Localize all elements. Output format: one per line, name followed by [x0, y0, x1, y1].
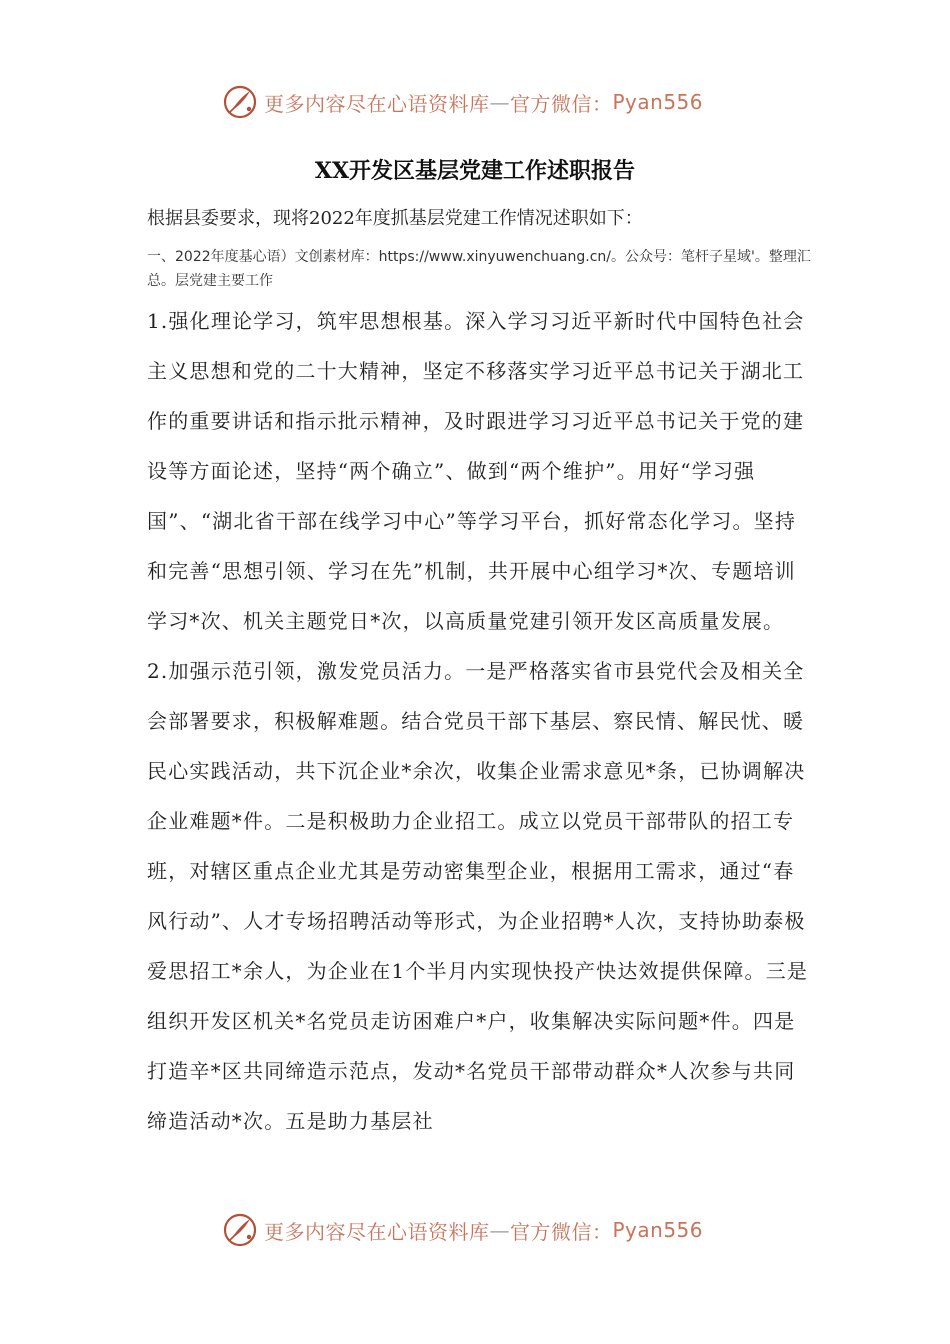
- banner-text: 更多内容尽在心语资料库: [264, 1219, 490, 1244]
- quill-pen-logo-icon: [222, 84, 258, 120]
- banner-dash: —: [489, 90, 510, 114]
- paragraph-2: 2.加强示范引领，激发党员活力。一是严格落实省市县党代会及相关全会部署要求，积极解难题。结合党员干部下基层、察民情、解民忧、暖民心实践活动，共下沉企业*余次，收集企业需求意见*条，已协调解决企业难题*件。二是积极助力企业招工。成立以党员干部带队的招工专班，对辖区重点企业尤其是劳动密集型企业，根据用工需求，通过“春风行动”、人才专场招聘活动等形式，为企业招聘*人次，支持协助泰极爱思招工*余人，为企业在1个半月内实现快投产快达效提供保障。三是组织开发区机关*名党员走访困难户*户，收集解决实际问题*件。四是打造辛*区共同缔造示范点，发动*名党员干部带动群众*人次参与共同缔造活动*次。五是助力基层社: [147, 659, 809, 1133]
- banner-text: 更多内容尽在心语资料库: [264, 91, 490, 116]
- intro-line: 根据县委要求，现将2022年度抓基层党建工作情况述职如下：: [147, 208, 643, 229]
- paragraph-1: 1.强化理论学习，筑牢思想根基。深入学习习近平新时代中国特色社会主义思想和党的二十大精神，坚定不移落实学习近平总书记关于湖北工作的重要讲话和指示批示精神，及时跟进学习习近平总书记关于党的建设等方面论述，坚持“两个确立”、做到“两个维护”。用好“学习强国”、“湖北省干部在线学习中心”等学习平台，抓好常态化学习。坚持和完善“思想引领、学习在先”机制，共开展中心组学习*次、专题培训学习*次、机关主题党日*次，以高质量党建引领开发区高质量发展。: [147, 309, 805, 633]
- banner-suffix: 官方微信：: [510, 1219, 613, 1244]
- footer-banner: [222, 1210, 703, 1250]
- banner-dash: —: [489, 1218, 510, 1242]
- quill-pen-logo-icon: [222, 1212, 258, 1248]
- document-title: XX开发区基层党建工作述职报告: [314, 158, 636, 184]
- header-banner: [222, 82, 703, 122]
- small-source-line: 一、2022年度基心语）文创素材库：https://www.xinyuwenchuang.cn/。公众号：笔杆子星域'。整理汇总。层党建主要工作: [147, 249, 811, 289]
- banner-wechat-id: Pyan556: [612, 90, 704, 114]
- banner-suffix: 官方微信：: [510, 91, 613, 116]
- document-body: [147, 296, 815, 1146]
- banner-wechat-id: Pyan556: [612, 1218, 704, 1242]
